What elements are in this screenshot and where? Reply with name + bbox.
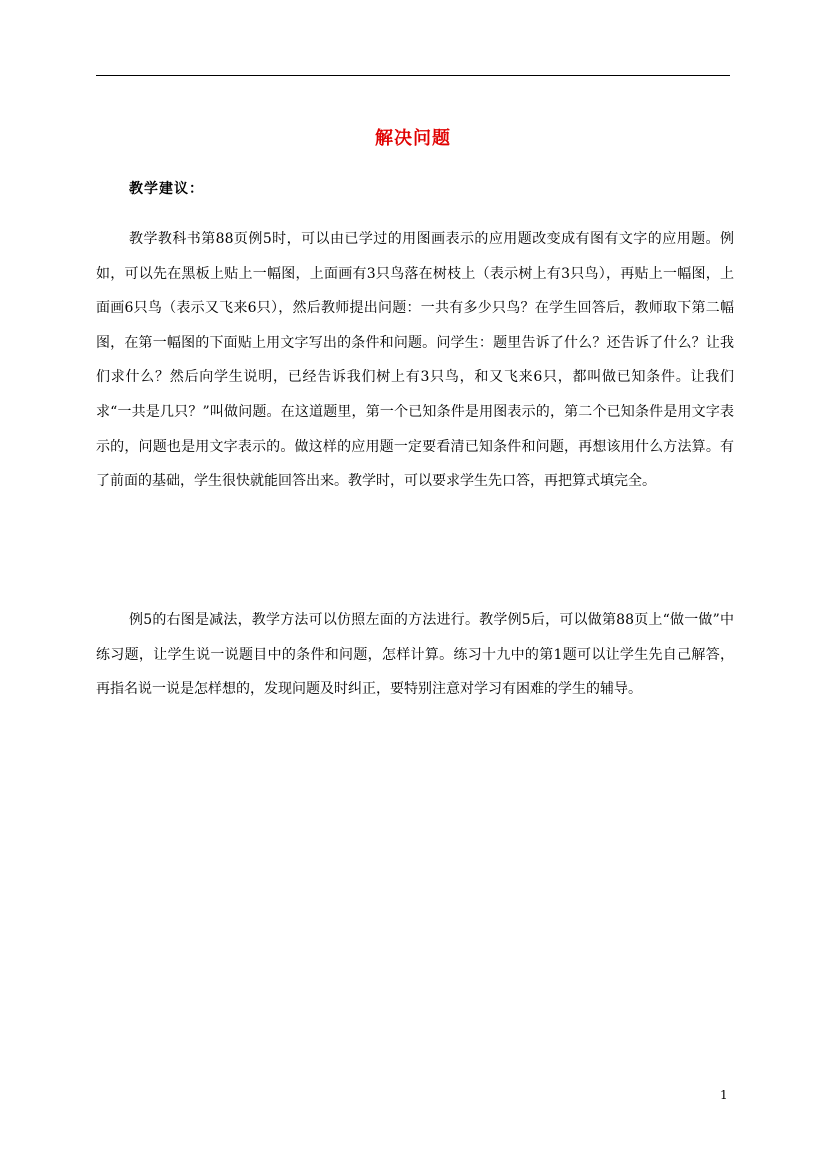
paragraph-1: 教学教科书第88页例5时，可以由已学过的用图画表示的应用题改变成有图有文字的应用题。例如，可以先在黑板上贴上一幅图，上面画有3只鸟落在树枝上（表示树上有3只鸟），再贴上一幅图，上面画6只鸟（表示又飞来6只），然后教师提出问题：一共有多少只鸟？在学生回答后，教师取下第二幅图，在第一幅图的下面贴上用文字写出的条件和问题。问学生：题里告诉了什么？还告诉了什么？让我们求什么？然后向学生说明，已经告诉我们树上有3只鸟，和又飞来6只，都叫做已知条件。让我们求“一共是几只？”叫做问题。在这道题里，第一个已知条件是用图表示的，第二个已知条件是用文字表示的，问题也是用文字表示的。做这样的应用题一定要看清已知条件和问题，再想该用什么方法算。有了前面的基础，学生很快就能回答出来。教学时，可以要求学生先口答，再把算式填完全。 (96, 231, 734, 490)
paragraph-2: 例5的右图是减法，教学方法可以仿照左面的方法进行。教学例5后，可以做第88页上“做一做”中练习题，让学生说一说题目中的条件和问题，怎样计算。练习十九中的第1题可以让学生先自己解答，再指名说一说是怎样想的，发现问题及时纠正，要特别注意对学习有困难的学生的辅导。 (96, 612, 734, 698)
page-number: 1 (720, 1088, 728, 1102)
header-rule (96, 75, 730, 76)
document-title: 解决问题 (375, 128, 451, 149)
section-label: 教学建议： (129, 181, 204, 197)
